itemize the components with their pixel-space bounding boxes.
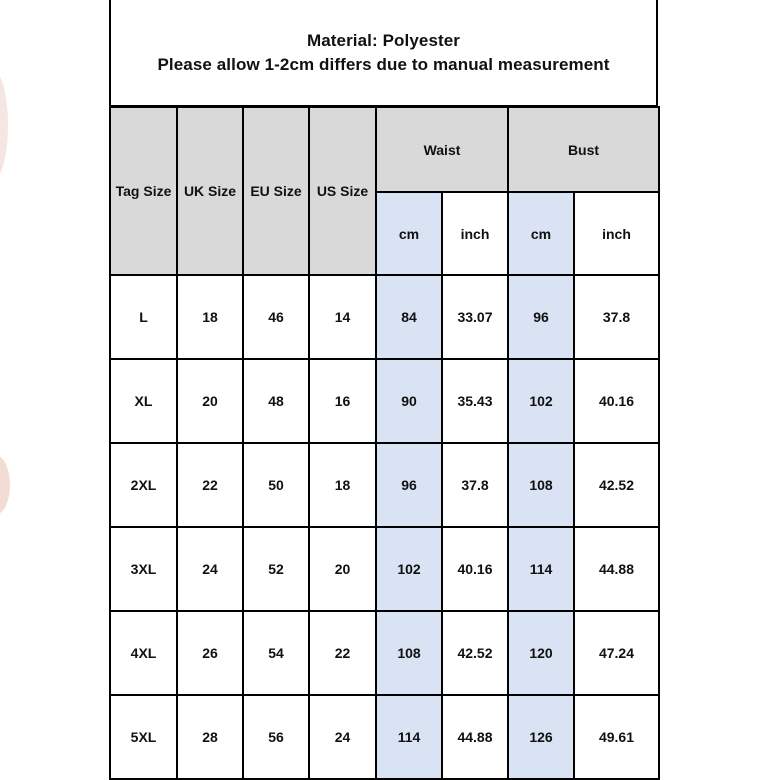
table-row [110,275,659,359]
header-us-size: US Size [309,107,376,275]
size-table [109,106,660,780]
cell-tag: L [110,275,177,359]
cell-waist-cm: 108 [376,611,442,695]
cell-waist-inch: 44.88 [442,695,508,779]
cell-waist-inch: 35.43 [442,359,508,443]
table-row [110,359,659,443]
title-box [109,0,658,107]
cell-us: 24 [309,695,376,779]
cell-waist-inch: 37.8 [442,443,508,527]
cell-waist-cm: 90 [376,359,442,443]
cell-us: 16 [309,359,376,443]
cell-uk: 26 [177,611,243,695]
subheader-bust-inch: inch [574,192,659,275]
cell-bust-inch: 47.24 [574,611,659,695]
cell-tag: 3XL [110,527,177,611]
material-title: Material: Polyester [306,30,461,50]
decorative-shape [0,455,10,515]
subheader-waist-cm: cm [376,192,442,275]
header-eu-size: EU Size [243,107,309,275]
cell-bust-cm: 108 [508,443,574,527]
cell-tag: 4XL [110,611,177,695]
cell-us: 20 [309,527,376,611]
table-row [110,527,659,611]
cell-us: 22 [309,611,376,695]
cell-bust-cm: 102 [508,359,574,443]
cell-waist-cm: 102 [376,527,442,611]
cell-eu: 46 [243,275,309,359]
cell-bust-inch: 49.61 [574,695,659,779]
header-uk-size: UK Size [177,107,243,275]
cell-waist-inch: 40.16 [442,527,508,611]
cell-uk: 18 [177,275,243,359]
cell-bust-inch: 42.52 [574,443,659,527]
header-bust: Bust [508,107,659,192]
cell-eu: 48 [243,359,309,443]
table-row [110,611,659,695]
cell-bust-cm: 96 [508,275,574,359]
cell-waist-cm: 96 [376,443,442,527]
cell-waist-inch: 42.52 [442,611,508,695]
cell-eu: 56 [243,695,309,779]
cell-tag: 2XL [110,443,177,527]
cell-waist-inch: 33.07 [442,275,508,359]
cell-uk: 22 [177,443,243,527]
cell-waist-cm: 84 [376,275,442,359]
cell-bust-inch: 37.8 [574,275,659,359]
measurement-note: Please allow 1-2cm differs due to manual measurement [157,54,610,74]
cell-tag: 5XL [110,695,177,779]
cell-bust-cm: 120 [508,611,574,695]
subheader-waist-inch: inch [442,192,508,275]
cell-us: 18 [309,443,376,527]
cell-eu: 52 [243,527,309,611]
cell-uk: 20 [177,359,243,443]
cell-us: 14 [309,275,376,359]
cell-tag: XL [110,359,177,443]
cell-eu: 54 [243,611,309,695]
cell-bust-inch: 44.88 [574,527,659,611]
cell-uk: 28 [177,695,243,779]
cell-bust-inch: 40.16 [574,359,659,443]
decorative-shape [0,70,8,180]
cell-eu: 50 [243,443,309,527]
header-tag-size: Tag Size [110,107,177,275]
cell-bust-cm: 126 [508,695,574,779]
cell-waist-cm: 114 [376,695,442,779]
cell-bust-cm: 114 [508,527,574,611]
cell-uk: 24 [177,527,243,611]
header-waist: Waist [376,107,508,192]
table-row [110,443,659,527]
subheader-bust-cm: cm [508,192,574,275]
table-row [110,695,659,779]
header-row [110,107,659,192]
